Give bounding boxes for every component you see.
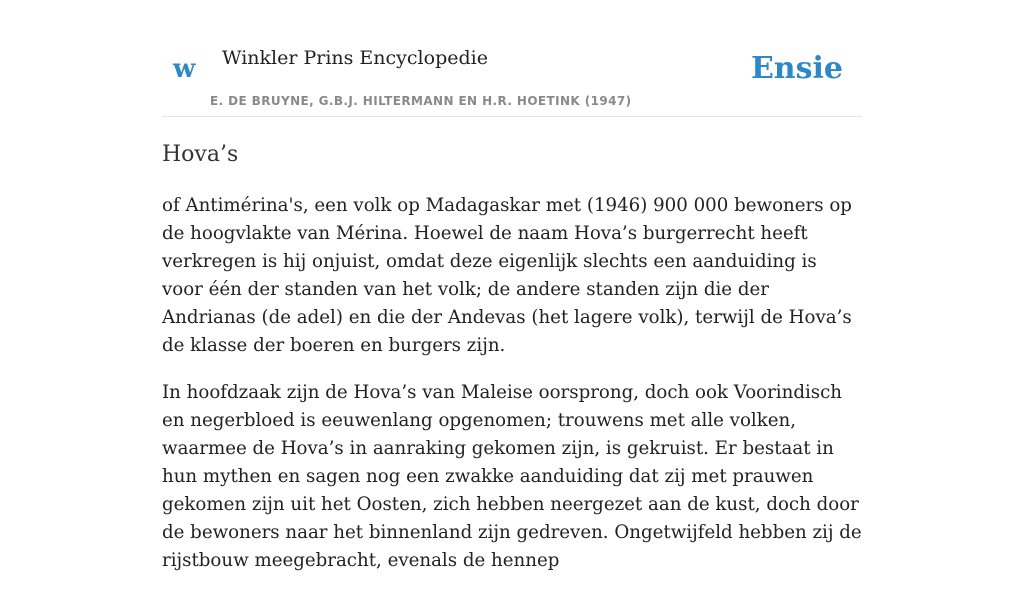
ensie-logo[interactable]: Ensie	[750, 51, 843, 86]
winkler-prins-logo[interactable]: w	[173, 54, 196, 84]
article-paragraph-2: In hoofdzaak zijn de Hova’s van Maleise oorsprong, doch ook Voorindisch en negerbloed is eeuwenlang opgenomen; trouwens met alle volken, waarmee de Hova’s in aanraking gekomen zijn, is gekruist. Er bestaat in hun mythen en sagen nog een zwakke aanduiding dat zij met prauwen gekomen zijn uit het Oosten, zich hebben neergezet aan de kust, doch door de bewoners naar het binnenland zijn gedreven. Ongetwijfeld hebben zij de rijstbouw meegebracht, evenals de hennep	[162, 382, 862, 571]
source-authors: E. DE BRUYNE, G.B.J. HILTERMANN EN H.R. HOETINK (1947)	[210, 94, 632, 108]
source-title[interactable]: Winkler Prins Encyclopedie	[222, 47, 488, 69]
article-title: Hova’s	[162, 142, 239, 167]
article-body	[162, 192, 862, 594]
source-header	[162, 0, 862, 117]
article-paragraph-1: of Antimérina's, een volk op Madagaskar met (1946) 900 000 bewoners op de hoogvlakte van Mérina. Hoewel de naam Hova’s burgerrecht heeft verkregen is hij onjuist, omdat deze eigenlijk slechts een aanduiding is voor één der standen van het volk; de andere standen zijn die der Andrianas (de adel) en die der Andevas (het lagere volk), terwijl de Hova’s de klasse der boeren en burgers zijn.	[162, 195, 852, 356]
